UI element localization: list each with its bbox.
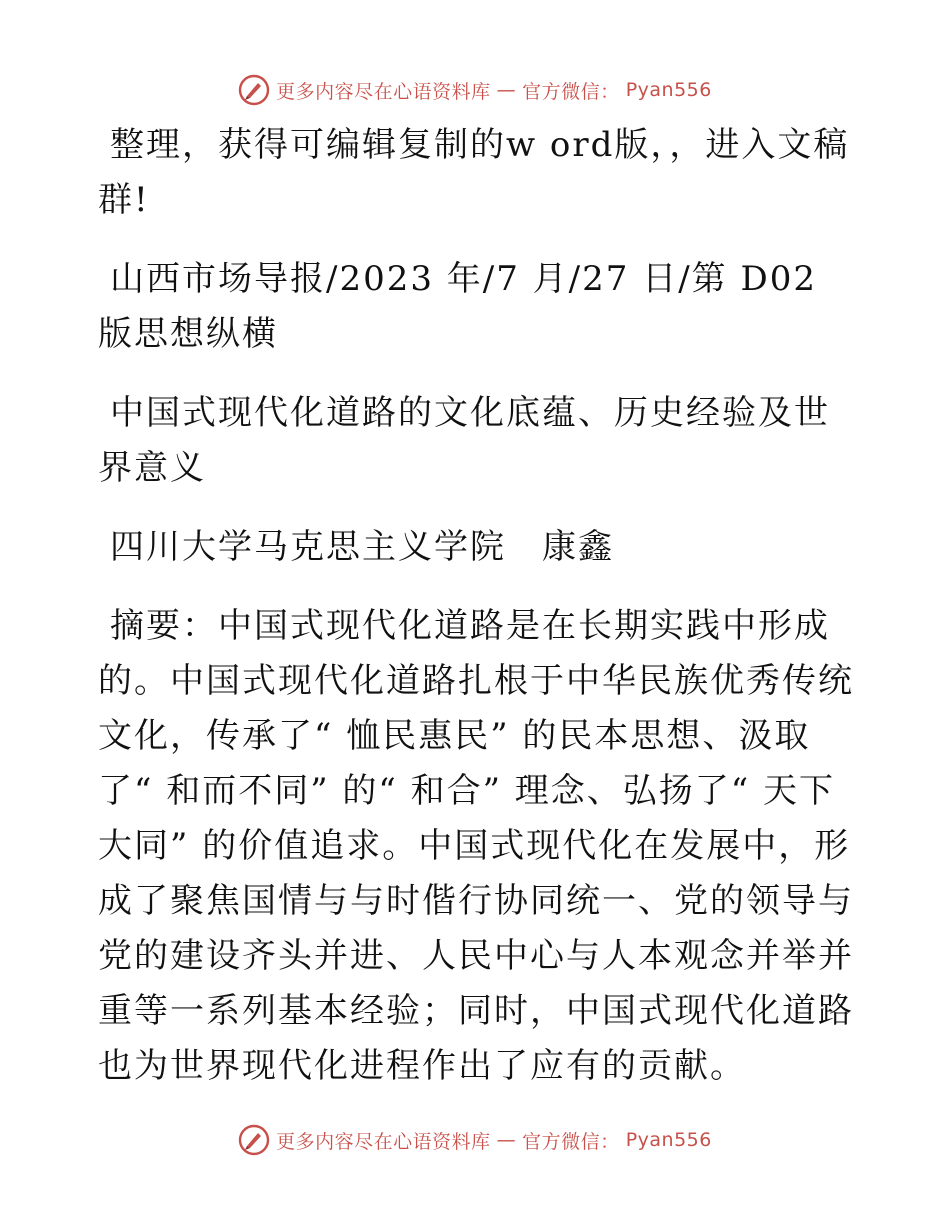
header-watermark <box>0 70 950 110</box>
source-line: 山西市场导报/2023 年/7 月/27 日/第 D02 版思想纵横 <box>98 259 817 354</box>
watermark-contact: 官方微信： <box>522 80 620 103</box>
watermark-text: 更多内容尽在心语资料库 <box>276 1130 491 1153</box>
abstract: 摘要：中国式现代化道路是在长期实践中形成的。中国式现代化道路扎根于中华民族优秀传统文化，传承了“ 恤民惠民” 的民本思想、汲取了“ 和而不同” 的“ 和合” 理念、弘扬了“ 天下大同” 的价值追求。中国式现代化在发展中，形成了聚焦国情与与时偕行协同统一、党的领导与党的建设齐头并进、人民中心与人本观念并举并重等一系列基本经验；同时，中国式现代化道路也为世界现代化进程作出了应有的贡献。 <box>98 606 854 1086</box>
footer-watermark <box>0 1120 950 1160</box>
quill-logo-icon <box>238 1124 270 1156</box>
watermark-text: 更多内容尽在心语资料库 <box>276 80 491 103</box>
quill-logo-icon <box>238 74 270 106</box>
article-title: 中国式现代化道路的文化底蕴、历史经验及世界意义 <box>98 393 830 488</box>
watermark-group <box>238 1124 712 1156</box>
intro-note: 整理，获得可编辑复制的w ord版，，进入文稿群! <box>98 125 850 220</box>
watermark-group <box>238 74 712 106</box>
author-line: 四川大学马克思主义学院 康鑫 <box>110 527 614 567</box>
watermark-account: Pyan556 <box>625 1129 712 1151</box>
watermark-contact: 官方微信： <box>522 1130 620 1153</box>
watermark-account: Pyan556 <box>625 79 712 101</box>
watermark-separator: — <box>496 79 517 101</box>
watermark-separator: — <box>496 1129 517 1151</box>
document-body <box>98 118 858 1118</box>
